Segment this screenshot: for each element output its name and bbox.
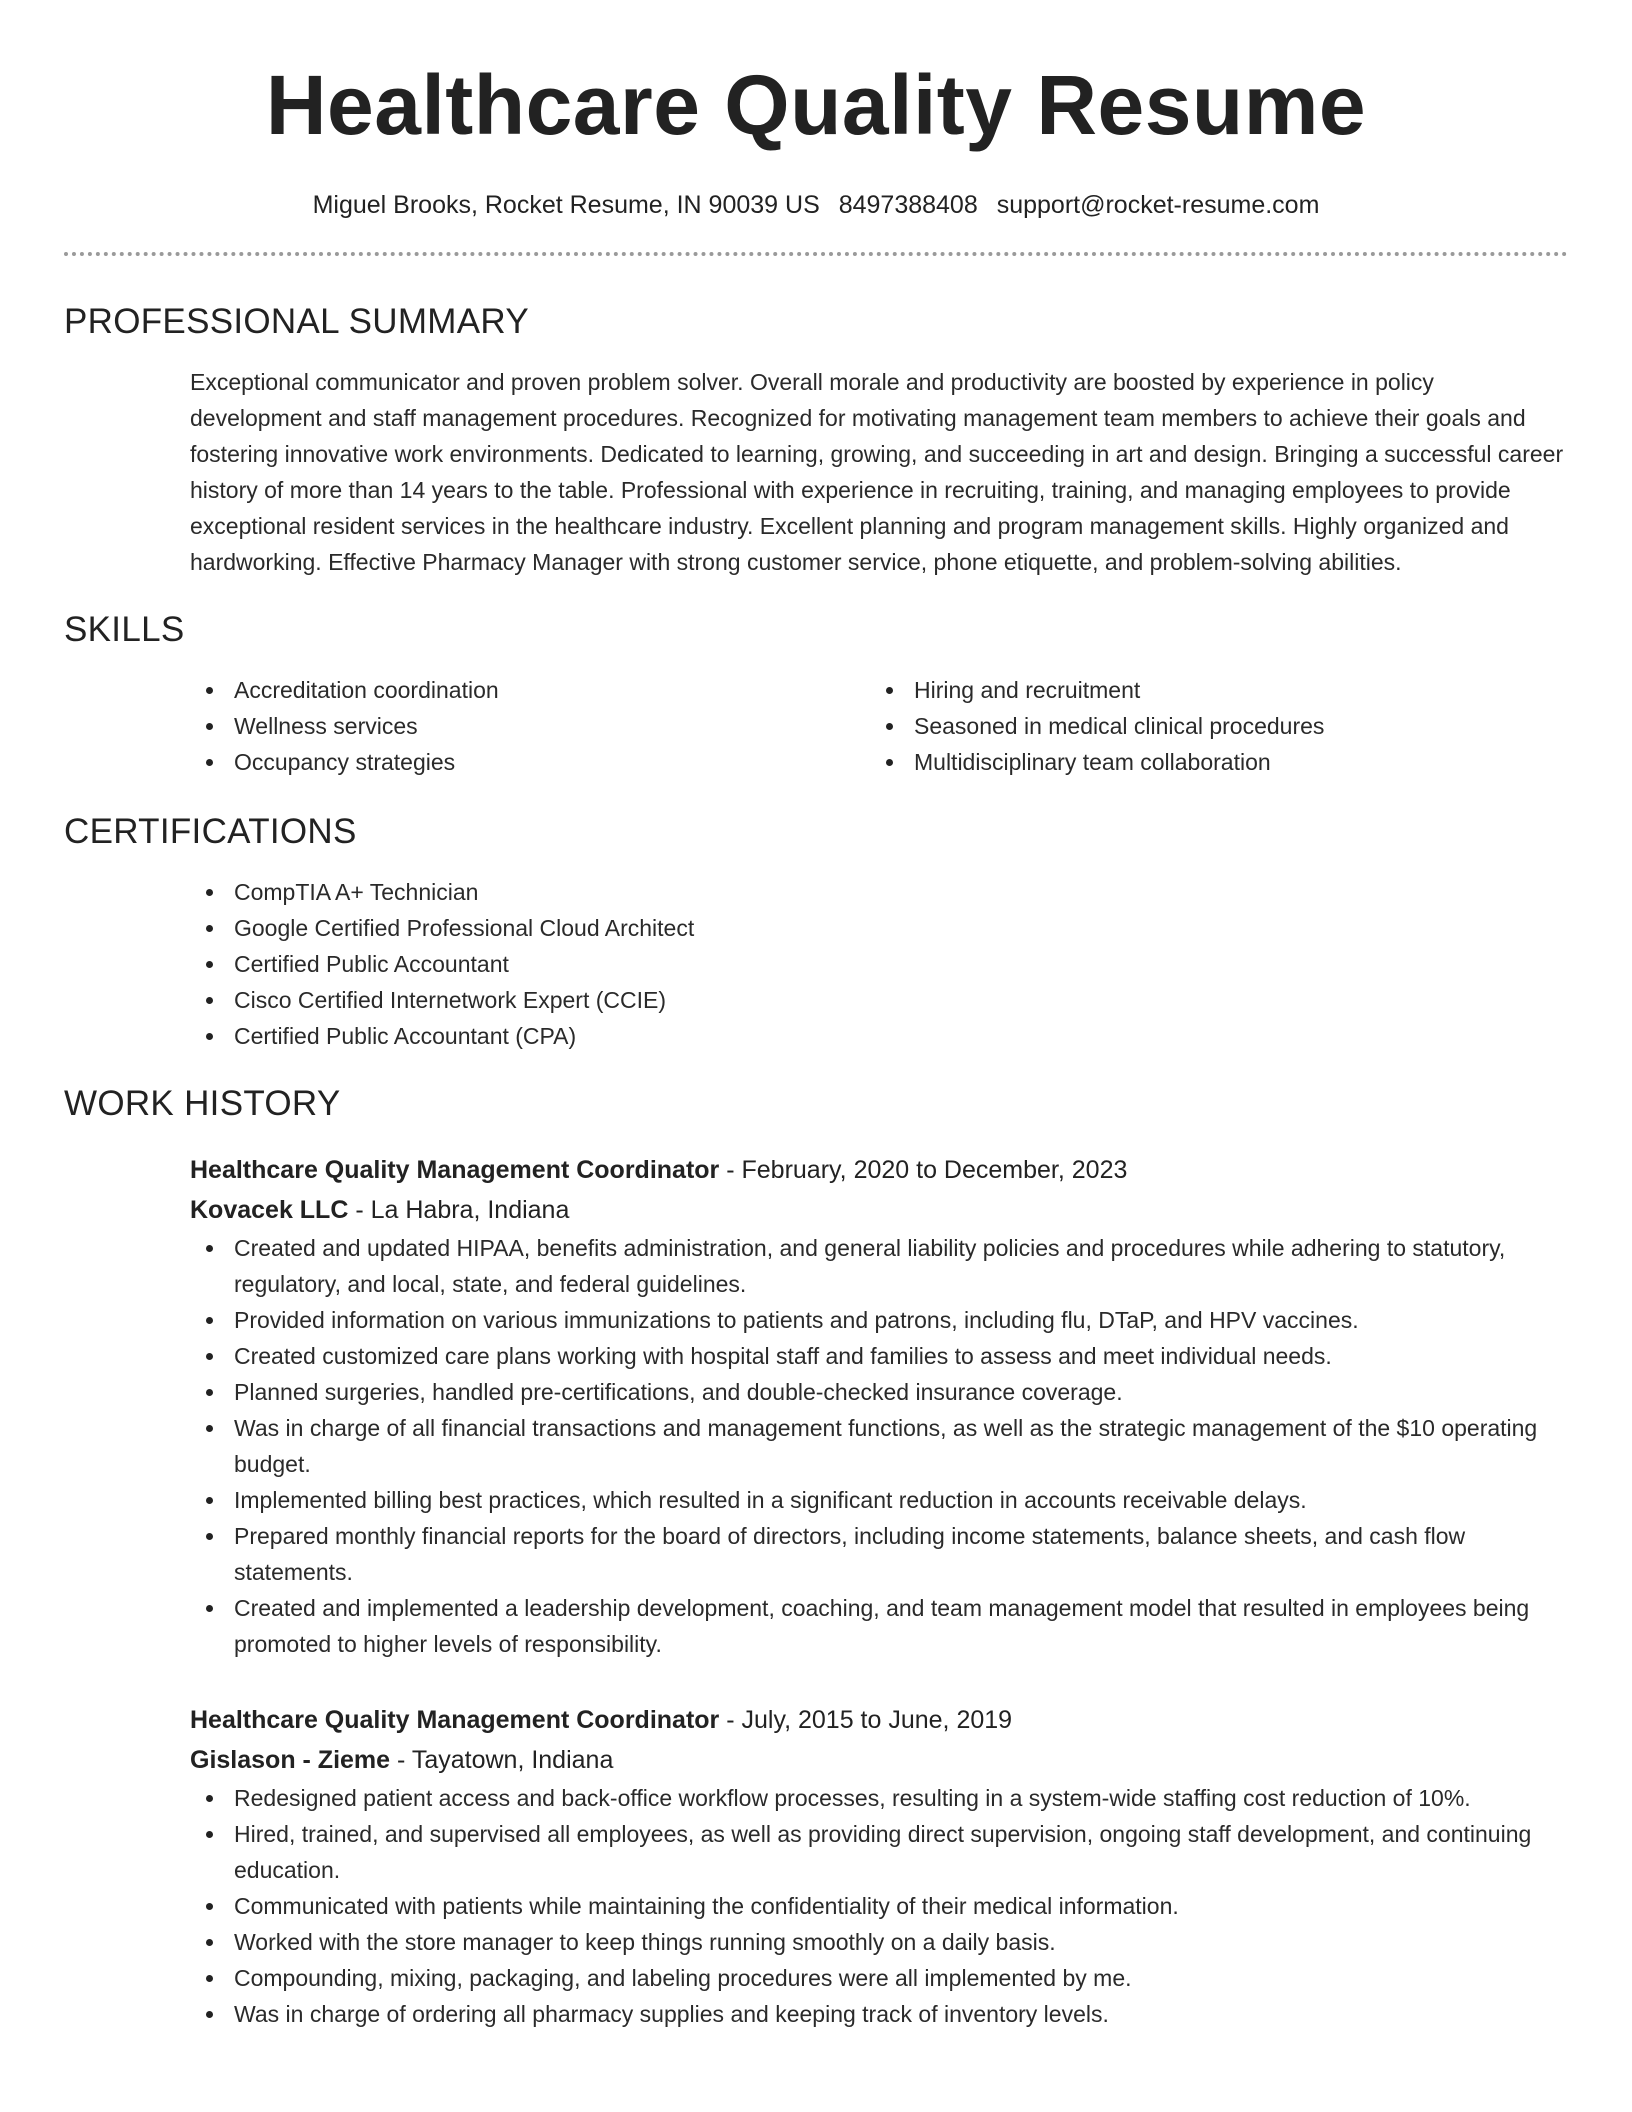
job-location: - La Habra, Indiana: [348, 1196, 570, 1224]
summary-text: Exceptional communicator and proven problem solver. Overall morale and productivity are boosted by experience in policy development and staff management procedures. Recognized for motivating management team members to achieve their goals and fostering innovative work environments. Dedicated to learning, growing, and succeeding in art and design. Bringing a successful career history of more than 14 years to the table. Professional with experience in recruiting, training, and managing employees to provide exceptional resident services in the healthcare industry. Excellent planning and program management skills. Highly organized and hardworking. Effective Pharmacy Manager with strong customer service, phone etiquette, and problem-solving abilities.: [190, 369, 1564, 575]
job-dates: - July, 2015 to June, 2019: [719, 1706, 1013, 1734]
skill-item: Multidisciplinary team collaboration: [870, 744, 1550, 780]
job-company: Kovacek LLC: [190, 1196, 349, 1224]
skills-list: [190, 672, 1568, 780]
job-company-line: [190, 1190, 1568, 1230]
resume-page: [64, 0, 1568, 2032]
contact-address: Miguel Brooks, Rocket Resume, IN 90039 US: [312, 191, 820, 219]
certifications-heading: CERTIFICATIONS: [64, 812, 357, 851]
job-bullet: Provided information on various immunizations to patients and patrons, including flu, DTaP, and HPV vaccines.: [190, 1302, 1568, 1338]
skill-item: Accreditation coordination: [190, 672, 870, 708]
job-bullet: Communicated with patients while maintaining the confidentiality of their medical information.: [190, 1888, 1568, 1924]
certification-item: Certified Public Accountant: [190, 946, 1568, 982]
resume-title: Healthcare Quality Resume: [265, 58, 1367, 152]
job-title: Healthcare Quality Management Coordinator: [190, 1706, 720, 1734]
certifications-list: [190, 874, 1568, 1054]
job-bullet: Redesigned patient access and back-office workflow processes, resulting in a system-wide staffing cost reduction of 10%.: [190, 1780, 1568, 1816]
job-bullets: [190, 1230, 1568, 1662]
job-title-line: [190, 1150, 1568, 1190]
job-bullet: Prepared monthly financial reports for the board of directors, including income statements, balance sheets, and cash flow statements.: [190, 1518, 1568, 1590]
job-title-line: [190, 1700, 1568, 1740]
certification-item: CompTIA A+ Technician: [190, 874, 1568, 910]
job-bullet: Created and updated HIPAA, benefits administration, and general liability policies and procedures while adhering to statutory, regulatory, and local, state, and federal guidelines.: [190, 1230, 1568, 1302]
skills-heading: SKILLS: [64, 610, 185, 649]
job-bullet: Compounding, mixing, packaging, and labeling procedures were all implemented by me.: [190, 1960, 1568, 1996]
job-entry: [190, 1150, 1568, 1662]
job-dates: - February, 2020 to December, 2023: [719, 1156, 1128, 1184]
contact-email: support@rocket-resume.com: [996, 191, 1320, 219]
header-divider: [64, 252, 1568, 256]
skills-column-right: [870, 672, 1550, 780]
summary-heading: PROFESSIONAL SUMMARY: [64, 302, 529, 341]
job-company-line: [190, 1740, 1568, 1780]
job-bullets: [190, 1780, 1568, 2032]
certification-item: Cisco Certified Internetwork Expert (CCIE): [190, 982, 1568, 1018]
contact-phone: 8497388408: [838, 191, 978, 219]
job-bullet: Worked with the store manager to keep things running smoothly on a daily basis.: [190, 1924, 1568, 1960]
job-bullet: Hired, trained, and supervised all employees, as well as providing direct supervision, ongoing staff development, and continuing education.: [190, 1816, 1568, 1888]
certification-item: Certified Public Accountant (CPA): [190, 1018, 1568, 1054]
job-bullet: Created and implemented a leadership development, coaching, and team management model that resulted in employees being promoted to higher levels of responsibility.: [190, 1590, 1568, 1662]
job-bullet: Implemented billing best practices, which resulted in a significant reduction in accounts receivable delays.: [190, 1482, 1568, 1518]
skills-column-left: [190, 672, 870, 780]
certification-item: Google Certified Professional Cloud Architect: [190, 910, 1568, 946]
skill-item: Wellness services: [190, 708, 870, 744]
work-history-heading: WORK HISTORY: [64, 1084, 341, 1123]
job-bullet: Was in charge of all financial transactions and management functions, as well as the strategic management of the $10 operating budget.: [190, 1410, 1568, 1482]
job-bullet: Was in charge of ordering all pharmacy supplies and keeping track of inventory levels.: [190, 1996, 1568, 2032]
job-location: - Tayatown, Indiana: [390, 1746, 614, 1774]
job-company: Gislason - Zieme: [190, 1746, 391, 1774]
skill-item: Seasoned in medical clinical procedures: [870, 708, 1550, 744]
skill-item: Occupancy strategies: [190, 744, 870, 780]
job-title: Healthcare Quality Management Coordinator: [190, 1156, 720, 1184]
skill-item: Hiring and recruitment: [870, 672, 1550, 708]
contact-line: [64, 188, 1568, 222]
job-entry: [190, 1700, 1568, 2032]
job-bullet: Created customized care plans working with hospital staff and families to assess and meet individual needs.: [190, 1338, 1568, 1374]
job-bullet: Planned surgeries, handled pre-certifications, and double-checked insurance coverage.: [190, 1374, 1568, 1410]
